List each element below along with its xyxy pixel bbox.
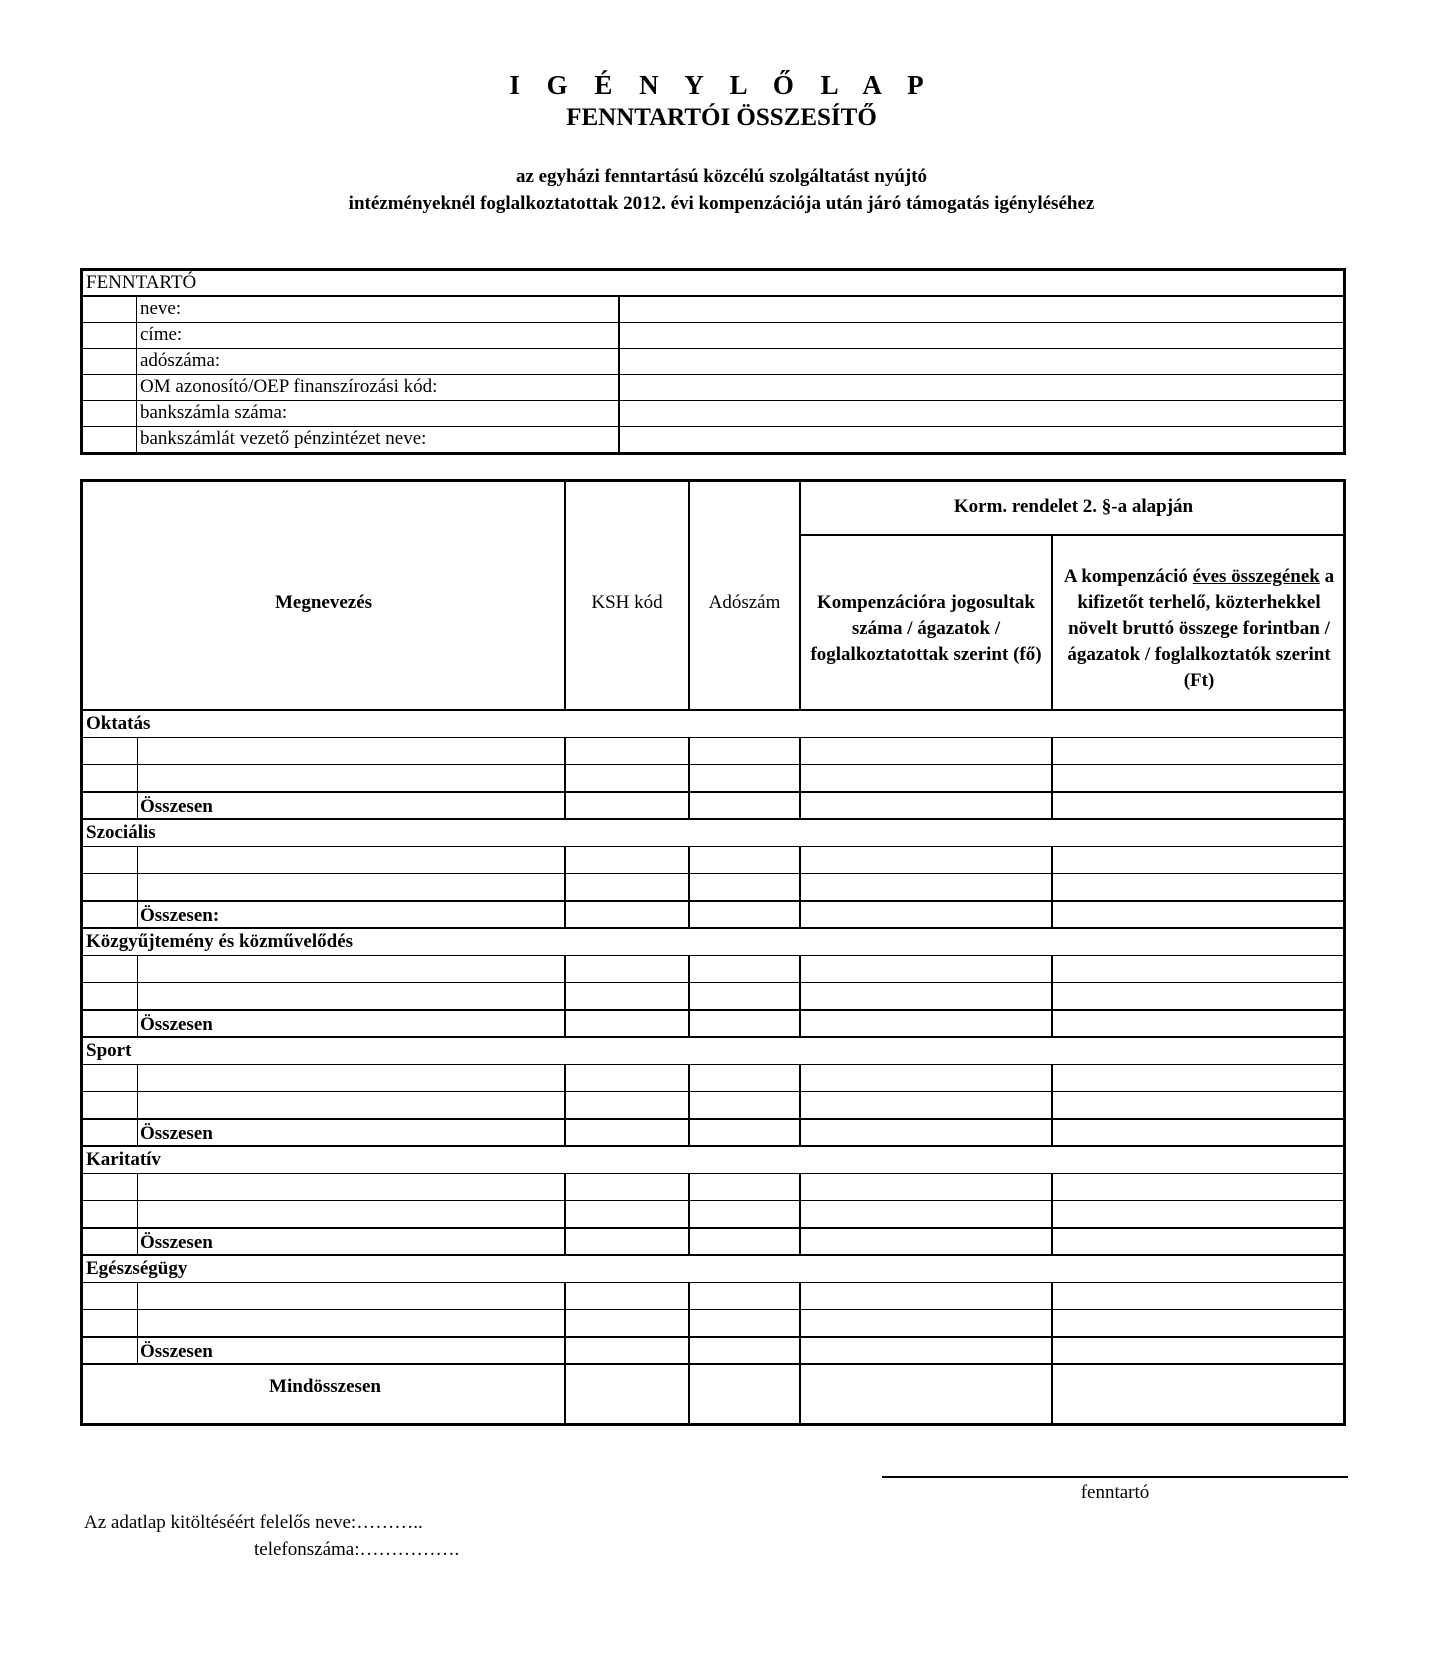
cell-divider — [688, 1310, 689, 1336]
data-entry-row[interactable] — [83, 764, 1343, 791]
subtotal-label: Összesen — [140, 1123, 213, 1144]
category-row: Szociális — [83, 818, 1343, 846]
cell-divider — [137, 1310, 138, 1336]
data-entry-row[interactable] — [83, 846, 1343, 873]
row-spacer-cell — [83, 323, 137, 348]
cell-divider — [137, 1338, 138, 1363]
subtotal-row — [83, 791, 1343, 818]
cell-divider — [564, 1310, 565, 1336]
fenntarto-table — [80, 268, 1346, 455]
col-header-group: Korm. rendelet 2. §-a alapján — [953, 496, 1194, 517]
fenntarto-row — [83, 323, 1343, 349]
cell-divider — [137, 1283, 138, 1309]
cell-divider — [564, 1229, 565, 1254]
cell-divider — [564, 1174, 565, 1200]
cell-divider — [688, 738, 689, 764]
cell-divider — [137, 1065, 138, 1091]
fenntarto-field-value[interactable] — [620, 323, 1343, 348]
subtotal-row — [83, 1227, 1343, 1254]
responsible-name-field: Az adatlap kitöltéséért felelős neve:……….. — [84, 1512, 423, 1533]
cell-divider — [688, 1092, 689, 1118]
cell-divider — [1051, 902, 1052, 927]
col-header-jogosultak: Kompenzációra jogosultak száma / ágazatok / foglalkoztatottak szerint (fő) — [810, 592, 1042, 665]
grand-total-row — [83, 1363, 1343, 1415]
cell-divider — [799, 1174, 800, 1200]
cell-divider — [688, 1065, 689, 1091]
cell-divider — [1051, 983, 1052, 1009]
cell-divider — [564, 1011, 565, 1036]
fenntarto-field-label: neve: — [137, 297, 620, 322]
subtotal-row — [83, 1009, 1343, 1036]
cell-divider — [688, 956, 689, 982]
fenntarto-row — [83, 297, 1343, 323]
category-row: Közgyűjtemény és közművelődés — [83, 927, 1343, 955]
cell-divider — [137, 1011, 138, 1036]
phone-field: telefonszáma:……………. — [254, 1539, 460, 1560]
fenntarto-field-value[interactable] — [620, 401, 1343, 426]
fenntarto-row — [83, 375, 1343, 401]
cell-divider — [137, 1229, 138, 1254]
cell-divider — [688, 793, 689, 818]
cell-divider — [799, 738, 800, 764]
cell-divider — [799, 983, 800, 1009]
cell-divider — [1051, 1283, 1052, 1309]
cell-divider — [799, 793, 800, 818]
cell-divider — [688, 1338, 689, 1363]
cell-divider — [137, 765, 138, 791]
data-entry-row[interactable] — [83, 982, 1343, 1009]
cell-divider — [1051, 1310, 1052, 1336]
subtotal-label: Összesen: — [140, 905, 220, 926]
cell-divider — [564, 738, 565, 764]
cell-divider — [564, 1338, 565, 1363]
cell-divider — [799, 902, 800, 927]
data-entry-row[interactable] — [83, 1173, 1343, 1200]
cell-divider — [688, 1283, 689, 1309]
cell-divider — [688, 1120, 689, 1145]
cell-divider — [1051, 1174, 1052, 1200]
subtotal-row — [83, 1118, 1343, 1145]
header-divider — [799, 534, 1343, 536]
col-header-osszeg-underline: éves összegének — [1192, 566, 1320, 587]
cell-divider — [799, 1120, 800, 1145]
cell-divider — [564, 956, 565, 982]
cell-divider — [564, 1283, 565, 1309]
cell-divider — [688, 902, 689, 927]
data-entry-row[interactable] — [83, 1282, 1343, 1309]
cell-divider — [137, 847, 138, 873]
cell-divider — [1051, 1338, 1052, 1363]
cell-divider — [137, 1201, 138, 1227]
cell-divider — [799, 1011, 800, 1036]
cell-divider — [1051, 793, 1052, 818]
cell-divider — [688, 874, 689, 900]
row-spacer-cell — [83, 349, 137, 374]
grand-total-label: Mindösszesen — [269, 1376, 381, 1397]
subtotal-label: Összesen — [140, 796, 213, 817]
data-entry-row[interactable] — [83, 1309, 1343, 1336]
row-spacer-cell — [83, 375, 137, 400]
cell-divider — [137, 902, 138, 927]
cell-divider — [564, 847, 565, 873]
cell-divider — [1051, 1065, 1052, 1091]
cell-divider — [1051, 1011, 1052, 1036]
cell-divider — [799, 1065, 800, 1091]
cell-divider — [799, 1092, 800, 1118]
cell-divider — [799, 1310, 800, 1336]
cell-divider — [799, 956, 800, 982]
form-subtitle: FENNTARTÓI ÖSSZESÍTŐ — [566, 104, 877, 131]
form-title: I G É N Y L Ő L A P — [509, 70, 934, 100]
cell-divider — [688, 1174, 689, 1200]
cell-divider — [564, 1120, 565, 1145]
cell-divider — [1051, 847, 1052, 873]
cell-divider — [1051, 1201, 1052, 1227]
cell-divider — [137, 874, 138, 900]
cell-divider — [799, 1201, 800, 1227]
subtotal-row — [83, 1336, 1343, 1363]
fenntarto-field-value[interactable] — [620, 349, 1343, 374]
data-entry-row[interactable] — [83, 873, 1343, 900]
cell-divider — [799, 1283, 800, 1309]
col-header-osszeg-pre: A kompenzáció — [1063, 566, 1193, 587]
cell-divider — [1051, 738, 1052, 764]
cell-divider — [1051, 765, 1052, 791]
form-description-line2: intézményeknél foglalkoztatottak 2012. évi kompenzációja után járó támogatás igényléséhez — [348, 193, 1095, 214]
cell-divider — [137, 1120, 138, 1145]
cell-divider — [799, 847, 800, 873]
fenntarto-field-value[interactable] — [620, 427, 1343, 453]
cell-divider — [799, 874, 800, 900]
cell-divider — [799, 765, 800, 791]
cell-divider — [564, 902, 565, 927]
col-header-adoszam: Adószám — [708, 592, 781, 613]
signature-line — [882, 1476, 1348, 1478]
subtotal-label: Összesen — [140, 1232, 213, 1253]
signature-label: fenntartó — [1080, 1482, 1150, 1503]
cell-divider — [564, 1201, 565, 1227]
row-spacer-cell — [83, 297, 137, 322]
fenntarto-row — [83, 427, 1343, 453]
col-header-ksh: KSH kód — [591, 592, 663, 613]
cell-divider — [799, 1338, 800, 1363]
cell-divider — [564, 1065, 565, 1091]
cell-divider — [799, 1229, 800, 1254]
cell-divider — [688, 847, 689, 873]
row-spacer-cell — [83, 401, 137, 426]
cell-divider — [564, 793, 565, 818]
subtotal-row — [83, 900, 1343, 927]
cell-divider — [1051, 1229, 1052, 1254]
cell-divider — [564, 765, 565, 791]
fenntarto-field-label: OM azonosító/OEP finanszírozási kód: — [137, 375, 620, 400]
data-entry-row[interactable] — [83, 955, 1343, 982]
cell-divider — [688, 765, 689, 791]
col-header-megnevezes: Megnevezés — [274, 592, 373, 613]
fenntarto-row — [83, 349, 1343, 375]
fenntarto-field-value[interactable] — [620, 297, 1343, 322]
cell-divider — [688, 1229, 689, 1254]
summary-table — [80, 479, 1346, 1426]
category-row: Sport — [83, 1036, 1343, 1064]
fenntarto-heading: FENNTARTÓ — [83, 271, 1343, 297]
fenntarto-field-label: bankszámlát vezető pénzintézet neve: — [137, 427, 620, 453]
form-description-line1: az egyházi fenntartású közcélú szolgáltatást nyújtó — [515, 166, 928, 187]
cell-divider — [564, 874, 565, 900]
cell-divider — [564, 1092, 565, 1118]
row-spacer-cell — [83, 427, 137, 453]
cell-divider — [688, 1201, 689, 1227]
fenntarto-row — [83, 401, 1343, 427]
col-header-osszeg-post: a kifizetőt terhelő, közterhekkel növelt bruttó összege forintban / ágazatok / foglalkoztatók szerint (Ft) — [1067, 566, 1335, 691]
category-row: Egészségügy — [83, 1254, 1343, 1282]
cell-divider — [137, 793, 138, 818]
col-header-osszeg — [1054, 564, 1344, 694]
subtotal-label: Összesen — [140, 1341, 213, 1362]
cell-divider — [1051, 1092, 1052, 1118]
fenntarto-field-label: címe: — [137, 323, 620, 348]
cell-divider — [1051, 874, 1052, 900]
cell-divider — [1051, 956, 1052, 982]
fenntarto-field-label: adószáma: — [137, 349, 620, 374]
subtotal-label: Összesen — [140, 1014, 213, 1035]
cell-divider — [1051, 1120, 1052, 1145]
cell-divider — [564, 983, 565, 1009]
cell-divider — [688, 983, 689, 1009]
fenntarto-field-value[interactable] — [620, 375, 1343, 400]
cell-divider — [137, 738, 138, 764]
data-entry-row[interactable] — [83, 1091, 1343, 1118]
data-entry-row[interactable] — [83, 1200, 1343, 1227]
data-entry-row[interactable] — [83, 1064, 1343, 1091]
cell-divider — [137, 983, 138, 1009]
category-row: Karitatív — [83, 1145, 1343, 1173]
fenntarto-field-label: bankszámla száma: — [137, 401, 620, 426]
data-entry-row[interactable] — [83, 737, 1343, 764]
category-row: Oktatás — [83, 709, 1343, 737]
cell-divider — [137, 956, 138, 982]
cell-divider — [137, 1174, 138, 1200]
cell-divider — [688, 1011, 689, 1036]
cell-divider — [137, 1092, 138, 1118]
